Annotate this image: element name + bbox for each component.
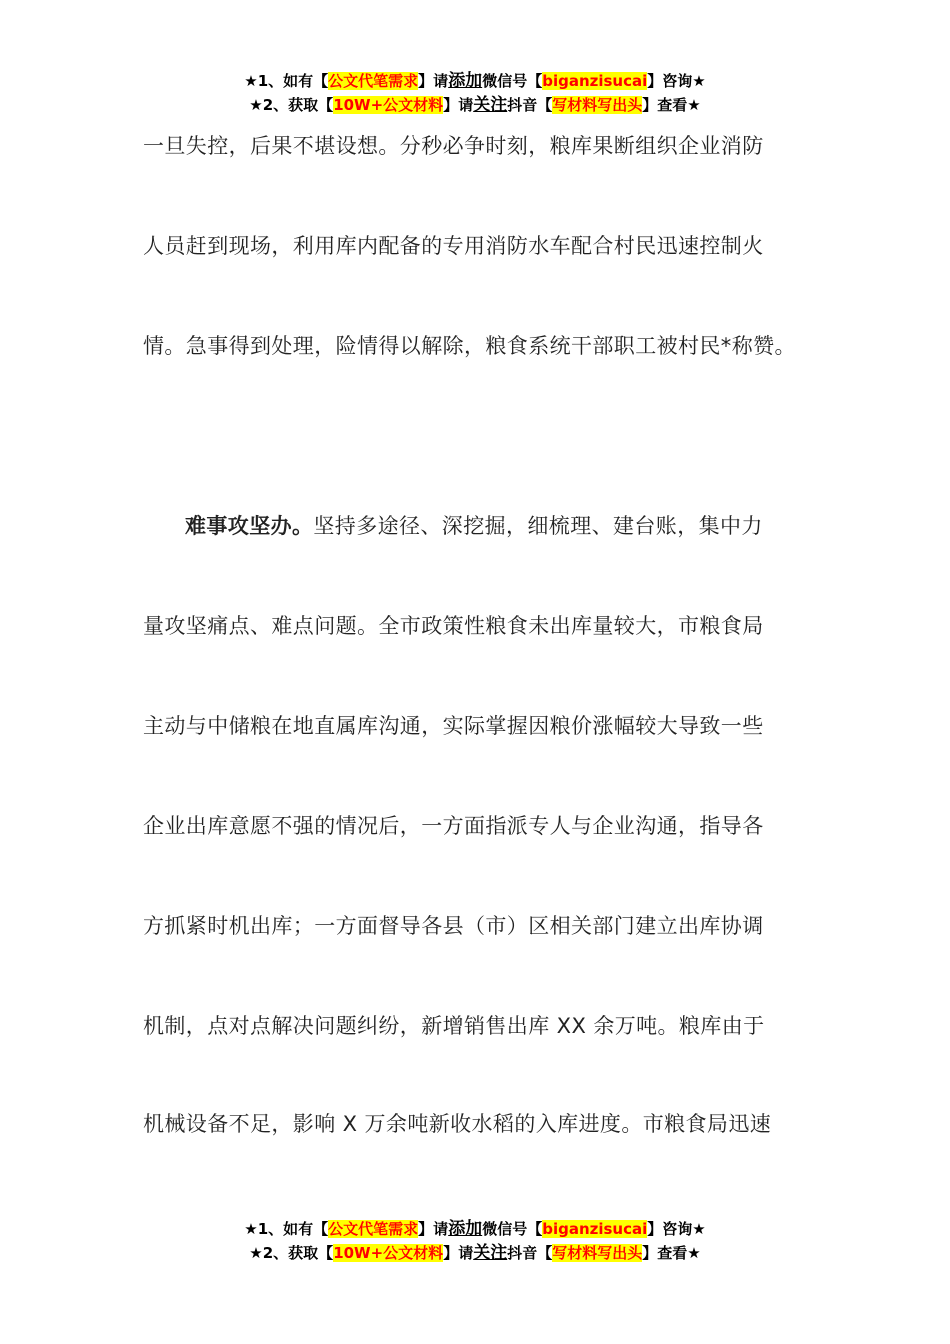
paragraph-2-line-4: 企业出库意愿不强的情况后，一方面指派专人与企业沟通，指导各: [143, 814, 764, 838]
paragraph-2-line-3: 主动与中储粮在地直属库沟通，实际掌握因粮价涨幅较大导致一些: [143, 714, 764, 738]
highlight-materials: 10W+公文材料: [333, 1244, 444, 1262]
paragraph-2-line-2: 量攻坚痛点、难点问题。全市政策性粮食未出库量较大，市粮食局: [143, 614, 764, 638]
header-banner: [0, 69, 950, 117]
highlight-douyin-account: 写材料写出头: [552, 1244, 643, 1262]
highlight-wechat-id: biganzisucai: [542, 72, 648, 90]
paragraph-1-line-1: 一旦失控，后果不堪设想。分秒必争时刻，粮库果断组织企业消防: [143, 134, 764, 158]
banner-text: 】咨询★: [647, 72, 706, 90]
banner-text: 抖音【: [507, 96, 553, 114]
banner-text: 】请: [418, 1220, 449, 1238]
banner-text: 】咨询★: [647, 1220, 706, 1238]
paragraph-2-line-1: [185, 510, 865, 540]
banner-line-1: [0, 1217, 950, 1241]
highlight-wechat-id: biganzisucai: [542, 1220, 648, 1238]
banner-text: ★2、获取【: [249, 96, 334, 114]
highlight-materials: 10W+公文材料: [333, 96, 444, 114]
banner-text: ★1、如有【: [244, 72, 329, 90]
banner-text: 】请: [418, 72, 449, 90]
banner-line-2: [0, 93, 950, 117]
paragraph-2-line-6: 机制，点对点解决问题纠纷，新增销售出库 XX 余万吨。粮库由于: [143, 1014, 765, 1038]
footer-banner: [0, 1217, 950, 1265]
banner-text: 】请: [443, 96, 474, 114]
underline-follow: 关注: [473, 95, 508, 115]
paragraph-2-line-1-text: 坚持多途径、深挖掘，细梳理、建台账，集中力: [313, 514, 763, 538]
paragraph-2-lead: 难事攻坚办。: [185, 514, 314, 538]
paragraph-2-line-7: 机械设备不足，影响 X 万余吨新收水稻的入库进度。市粮食局迅速: [143, 1112, 772, 1136]
paragraph-2-line-5: 方抓紧时机出库；一方面督导各县（市）区相关部门建立出库协调: [143, 914, 764, 938]
underline-add: 添加: [448, 71, 483, 91]
highlight-service: 公文代笔需求: [328, 72, 419, 90]
banner-text: 】查看★: [642, 96, 701, 114]
banner-text: 微信号【: [482, 1220, 543, 1238]
paragraph-1-line-3: 情。急事得到处理，险情得以解除，粮食系统干部职工被村民*称赞。: [143, 334, 796, 358]
highlight-douyin-account: 写材料写出头: [552, 96, 643, 114]
banner-text: ★1、如有【: [244, 1220, 329, 1238]
banner-line-2: [0, 1241, 950, 1265]
underline-follow: 关注: [473, 1243, 508, 1263]
underline-add: 添加: [448, 1219, 483, 1239]
banner-text: ★2、获取【: [249, 1244, 334, 1262]
banner-line-1: [0, 69, 950, 93]
banner-text: 】请: [443, 1244, 474, 1262]
banner-text: 】查看★: [642, 1244, 701, 1262]
banner-text: 抖音【: [507, 1244, 553, 1262]
banner-text: 微信号【: [482, 72, 543, 90]
highlight-service: 公文代笔需求: [328, 1220, 419, 1238]
paragraph-1-line-2: 人员赶到现场，利用库内配备的专用消防水车配合村民迅速控制火: [143, 234, 764, 258]
